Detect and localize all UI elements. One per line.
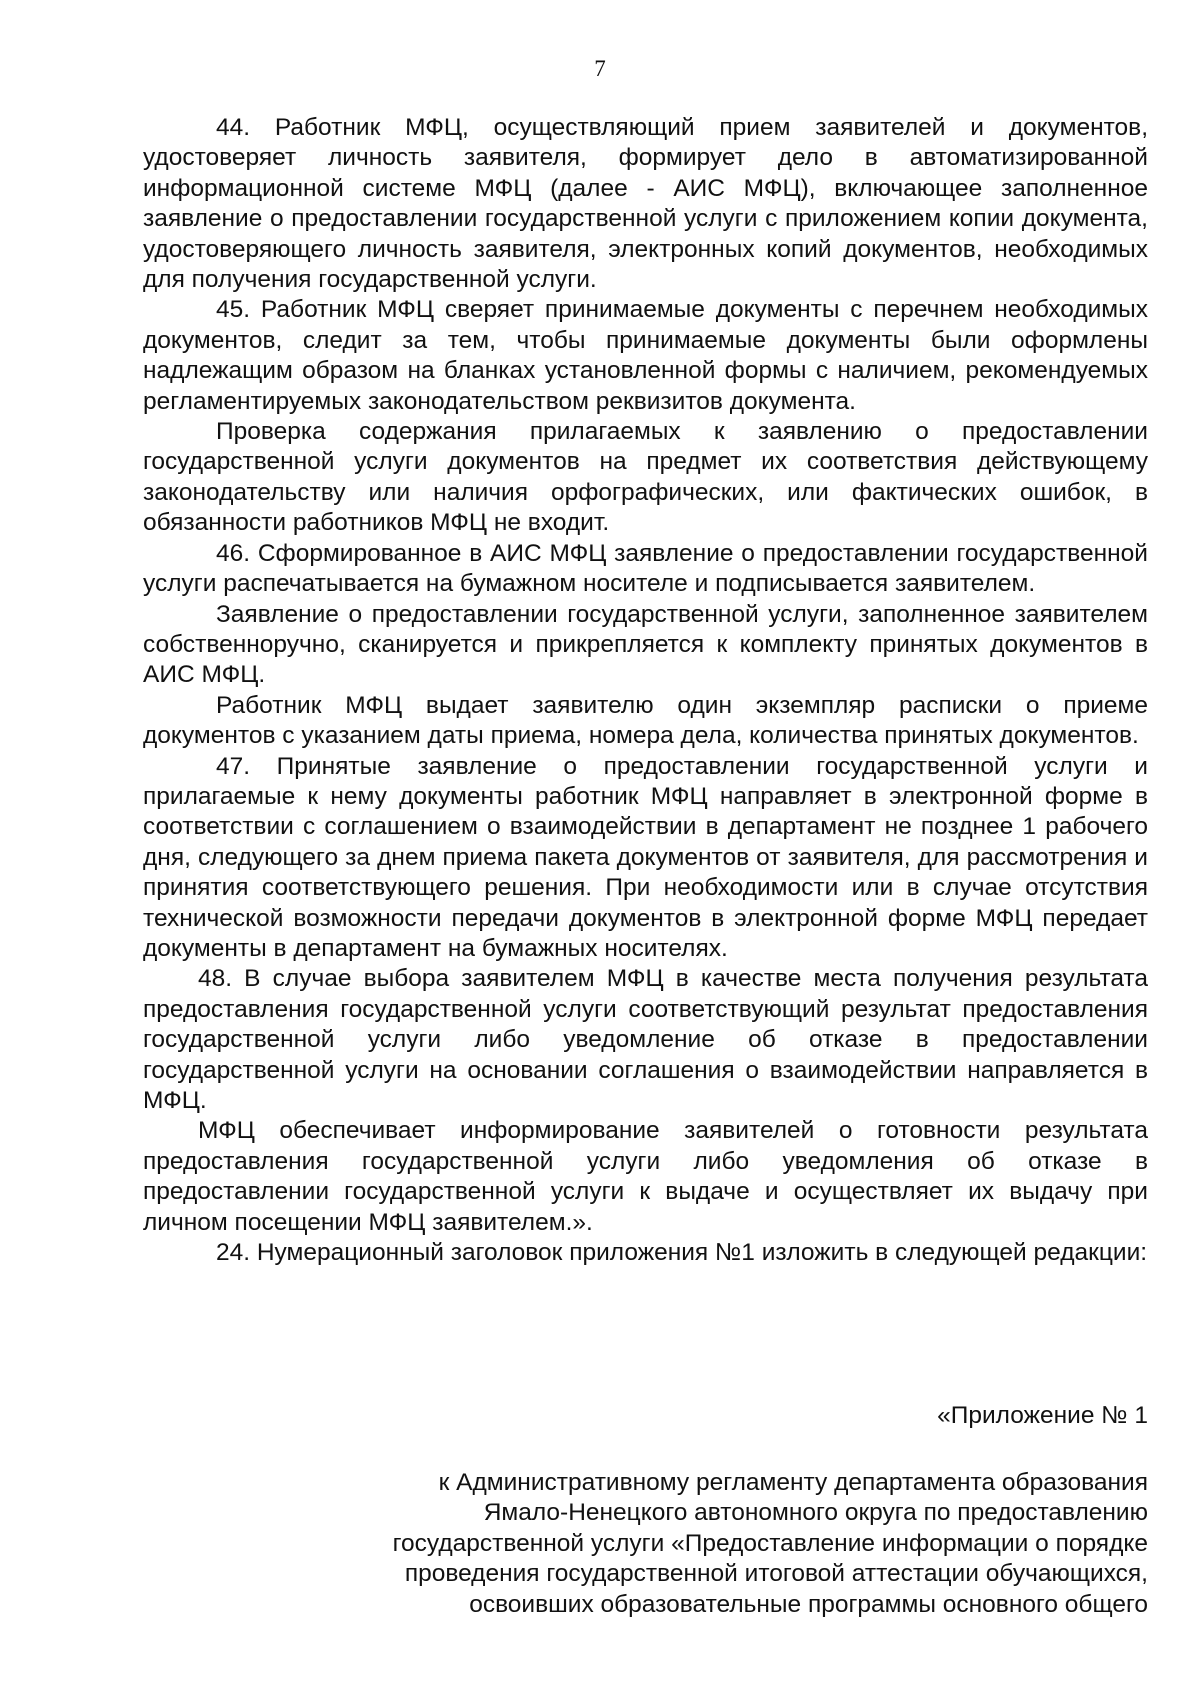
paragraph-46: 46. Сформированное в АИС МФЦ заявление о предоставлении государственной услуги распечатывается на бумажном носителе и подписывается заявителем.: [143, 539, 1148, 598]
paragraph-24-amendment: 24. Нумерационный заголовок приложения №1 изложить в следующей редакции:: [216, 1239, 1148, 1267]
paragraph-48-inform: МФЦ обеспечивает информирование заявителей о готовности результата предоставления государственной услуги либо уведомления об отказе в предоставлении государственной услуги к выдаче и осуществляет их выдачу при личном посещении МФЦ заявителем.».: [143, 1117, 1148, 1236]
annex-line: государственной услуги «Предоставление информации о порядке: [392, 1529, 1148, 1557]
annex-description: [143, 1468, 1148, 1620]
annex-line: освоивших образовательные программы основного общего: [469, 1590, 1148, 1618]
annex-line: к Административному регламенту департамента образования: [438, 1469, 1148, 1496]
paragraph-47: 47. Принятые заявление о предоставлении государственной услуги и прилагаемые к нему документы работник МФЦ направляет в электронной форме в соответствии с соглашением о взаимодействии в департамент не позднее 1 рабочего дня, следующего за днем приема пакета документов от заявителя, для рассмотрения и принятия соответствующего решения. При необходимости или в случае отсутствия технической возможности передачи документов в электронной форме МФЦ передает документы в департамент на бумажных носителях.: [143, 752, 1148, 962]
paragraph-46-receipt: Работник МФЦ выдает заявителю один экземпляр расписки о приеме документов с указанием даты приема, номера дела, количества принятых документов.: [143, 691, 1148, 750]
page-number: 7: [594, 56, 606, 81]
annex-line: проведения государственной итоговой аттестации обучающихся,: [404, 1560, 1148, 1588]
annex-line: Ямало-Ненецкого автономного округа по предоставлению: [483, 1499, 1148, 1527]
annex-title-text: «Приложение № 1: [937, 1402, 1148, 1429]
document-body: [143, 113, 1148, 1268]
paragraph-46-scan: Заявление о предоставлении государственной услуги, заполненное заявителем собственноручно, сканируется и прикрепляется к комплекту принятых документов в АИС МФЦ.: [143, 600, 1148, 689]
paragraph-44: 44. Работник МФЦ, осуществляющий прием заявителей и документов, удостоверяет личность заявителя, формирует дело в автоматизированной информационной системе МФЦ (далее - АИС МФЦ), включающее заполненное заявление о предоставлении государственной услуги с приложением копии документа, удостоверяющего личность заявителя, электронных копий документов, необходимых для получения государственной услуги.: [143, 114, 1148, 294]
paragraph-48: 48. В случае выбора заявителем МФЦ в качестве места получения результата предоставления государственной услуги соответствующий результат предоставления государственной услуги либо уведомление об отказе в предоставлении государственной услуги на основании соглашения о взаимодействии направляется в МФЦ.: [143, 965, 1148, 1114]
annex-title: [143, 1401, 1148, 1431]
paragraph-45: 45. Работник МФЦ сверяет принимаемые документы с перечнем необходимых документов, следит за тем, чтобы принимаемые документы были оформлены надлежащим образом на бланках установленной формы с наличием, рекомендуемых регламентируемых законодательством реквизитов документа.: [143, 296, 1148, 415]
paragraph-45-check: Проверка содержания прилагаемых к заявлению о предоставлении государственной услуги документов на предмет их соответствия действующему законодательству или наличия орфографических, или фактических ошибок, в обязанности работников МФЦ не входит.: [143, 418, 1148, 537]
